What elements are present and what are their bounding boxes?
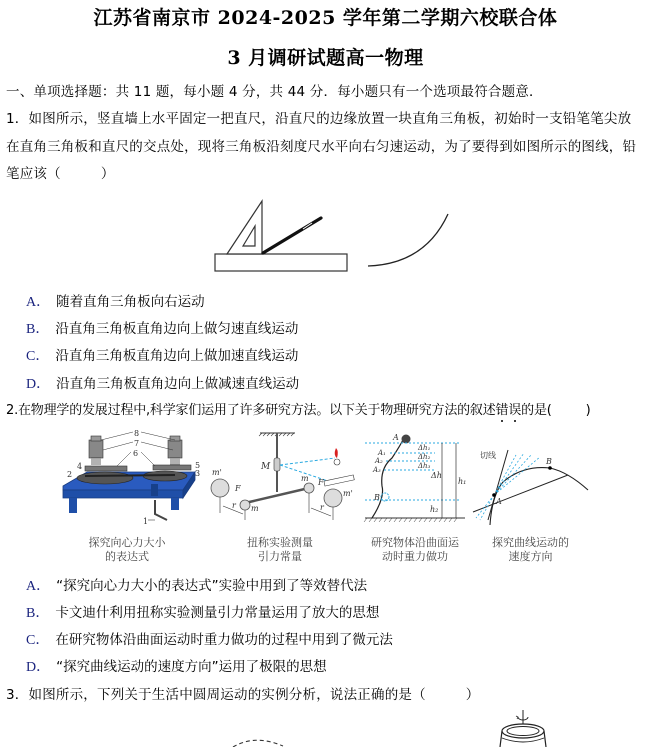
q1-option-a[interactable] xyxy=(26,290,205,311)
q2-figure1-caption xyxy=(62,536,192,564)
q2-option-d[interactable] xyxy=(26,655,327,676)
option-letter: B． xyxy=(26,606,50,621)
caption-line: 探究曲线运动的 xyxy=(492,536,569,549)
q2-figure4-caption xyxy=(468,536,593,564)
q1-option-b[interactable] xyxy=(26,317,298,338)
svg-text:A₂: A₂ xyxy=(375,457,383,465)
svg-text:M: M xyxy=(261,462,271,472)
svg-text:Δh₃: Δh₃ xyxy=(418,462,431,470)
q2-figure-tangent-velocity xyxy=(468,440,593,530)
option-text: 沿直角三角板直角边向上做减速直线运动 xyxy=(56,376,300,392)
trajectory-curve xyxy=(368,214,448,266)
q1-answer-close: ） xyxy=(100,166,115,182)
caption-line: 的表达式 xyxy=(105,550,149,563)
option-letter: D． xyxy=(26,377,51,392)
caption-line: 动时重力做功 xyxy=(382,550,448,563)
q2-figure2-caption xyxy=(215,536,345,564)
tangent-label: 切线 xyxy=(480,451,496,460)
svg-text:6: 6 xyxy=(133,449,139,458)
option-text: 沿直角三角板直角边向上做匀速直线运动 xyxy=(55,321,299,337)
svg-text:Δh₁: Δh₁ xyxy=(418,444,431,452)
option-letter: A． xyxy=(26,579,51,594)
svg-text:Δh: Δh xyxy=(431,471,442,480)
option-text: 沿直角三角板直角边向上做加速直线运动 xyxy=(55,348,299,364)
svg-text:7: 7 xyxy=(134,439,140,448)
q3-answer-close: ） xyxy=(465,687,480,703)
q2-stem-text: 2.在物理学的发展过程中,科学家们运用了许多研究方法。以下关于物理研究方法的叙述 xyxy=(6,403,496,418)
caption-line: 扭称实验测量 xyxy=(247,536,313,549)
caption-line: 引力常量 xyxy=(258,550,302,563)
svg-text:A₃: A₃ xyxy=(373,466,381,474)
svg-text:8: 8 xyxy=(134,429,140,438)
svg-text:m': m' xyxy=(343,489,353,498)
option-letter: B． xyxy=(26,322,50,337)
svg-text:5: 5 xyxy=(195,461,201,470)
q2-stem xyxy=(6,399,591,418)
q1-option-d[interactable] xyxy=(26,372,299,393)
q1-stem-line1: 1．如图所示，竖直墙上水平固定一把直尺，沿直尺的边缘放置一块直角三角板，初始时一支铅笔笔尖放 xyxy=(6,111,632,127)
q2-figure3-caption xyxy=(355,536,475,564)
svg-text:m: m xyxy=(251,504,259,513)
q1-stem-line3 xyxy=(6,162,115,182)
option-letter: A． xyxy=(26,295,51,310)
q3-stem-text: 3．如图所示，下列关于生活中圆周运动的实例分析，说法正确的是（ xyxy=(6,687,426,703)
option-text: 卡文迪什利用扭称实验测量引力常量运用了放大的思想 xyxy=(55,605,380,621)
q2-figure-curved-surface-work xyxy=(360,428,470,528)
caption-line: 研究物体沿曲面运 xyxy=(371,536,459,549)
q2-figure-torsion-balance xyxy=(205,428,355,528)
option-text: 随着直角三角板向右运动 xyxy=(56,294,205,310)
svg-text:A: A xyxy=(496,497,502,506)
svg-text:B: B xyxy=(374,493,380,502)
q1-option-c[interactable] xyxy=(26,344,298,365)
svg-text:F: F xyxy=(318,478,324,487)
svg-text:1: 1 xyxy=(143,517,149,526)
q3-figure-dashed-arc xyxy=(225,730,295,747)
section-heading: 一、单项选择题：共 11 题，每小题 4 分，共 44 分．每小题只有一个选项最符合题意． xyxy=(6,84,543,100)
q3-figure-spinning-drum xyxy=(490,708,555,747)
exam-title-line2: 3 月调研试题高一物理 xyxy=(227,47,424,69)
q3-stem xyxy=(6,683,480,703)
svg-text:Δh₂: Δh₂ xyxy=(418,453,431,461)
svg-text:3: 3 xyxy=(195,469,201,478)
emphasis-char: 误 xyxy=(508,403,522,418)
emphasis-char: 错 xyxy=(495,403,509,418)
exam-title-line1: 江苏省南京市 2024-2025 学年第二学期六校联合体 xyxy=(93,7,558,29)
q1-figure-ruler-triangle-pencil xyxy=(200,192,460,277)
q2-answer-close: ) xyxy=(585,403,591,418)
svg-text:r: r xyxy=(232,501,236,510)
q2-stem-text-end: 的是( xyxy=(521,403,552,418)
svg-text:2: 2 xyxy=(67,470,73,479)
svg-text:B: B xyxy=(546,457,552,466)
option-text: 在研究物体沿曲面运动时重力做功的过程中用到了微元法 xyxy=(55,632,393,648)
q1-answer-open: 笔应该（ xyxy=(6,166,61,182)
option-text: “探究向心力大小的表达式”实验中用到了等效替代法 xyxy=(56,578,368,594)
q1-stem-line2: 在直角三角板和直尺的交点处，现将三角板沿刻度尺水平向右匀速运动，为了要得到如图所示的图线，铅 xyxy=(6,139,637,155)
option-text: “探究曲线运动的速度方向”运用了极限的思想 xyxy=(56,659,327,675)
option-letter: C． xyxy=(26,633,50,648)
option-letter: C． xyxy=(26,349,50,364)
q2-figure-centripetal-apparatus xyxy=(55,428,205,533)
q2-option-a[interactable] xyxy=(26,574,367,595)
option-letter: D． xyxy=(26,660,51,675)
caption-line: 探究向心力大小 xyxy=(88,536,166,549)
svg-text:4: 4 xyxy=(77,462,83,471)
svg-text:h₁: h₁ xyxy=(458,477,467,486)
svg-text:h₂: h₂ xyxy=(430,505,439,514)
svg-text:m': m' xyxy=(212,468,222,477)
pencil-shape xyxy=(263,218,321,253)
ruler-shape xyxy=(215,254,347,271)
caption-line: 速度方向 xyxy=(508,550,553,563)
svg-text:A₁: A₁ xyxy=(378,449,386,457)
svg-text:r: r xyxy=(320,503,324,512)
svg-text:A: A xyxy=(393,433,399,442)
svg-text:m: m xyxy=(301,474,309,483)
q2-option-b[interactable] xyxy=(26,601,379,622)
q2-option-c[interactable] xyxy=(26,628,393,649)
svg-text:F: F xyxy=(235,484,241,493)
